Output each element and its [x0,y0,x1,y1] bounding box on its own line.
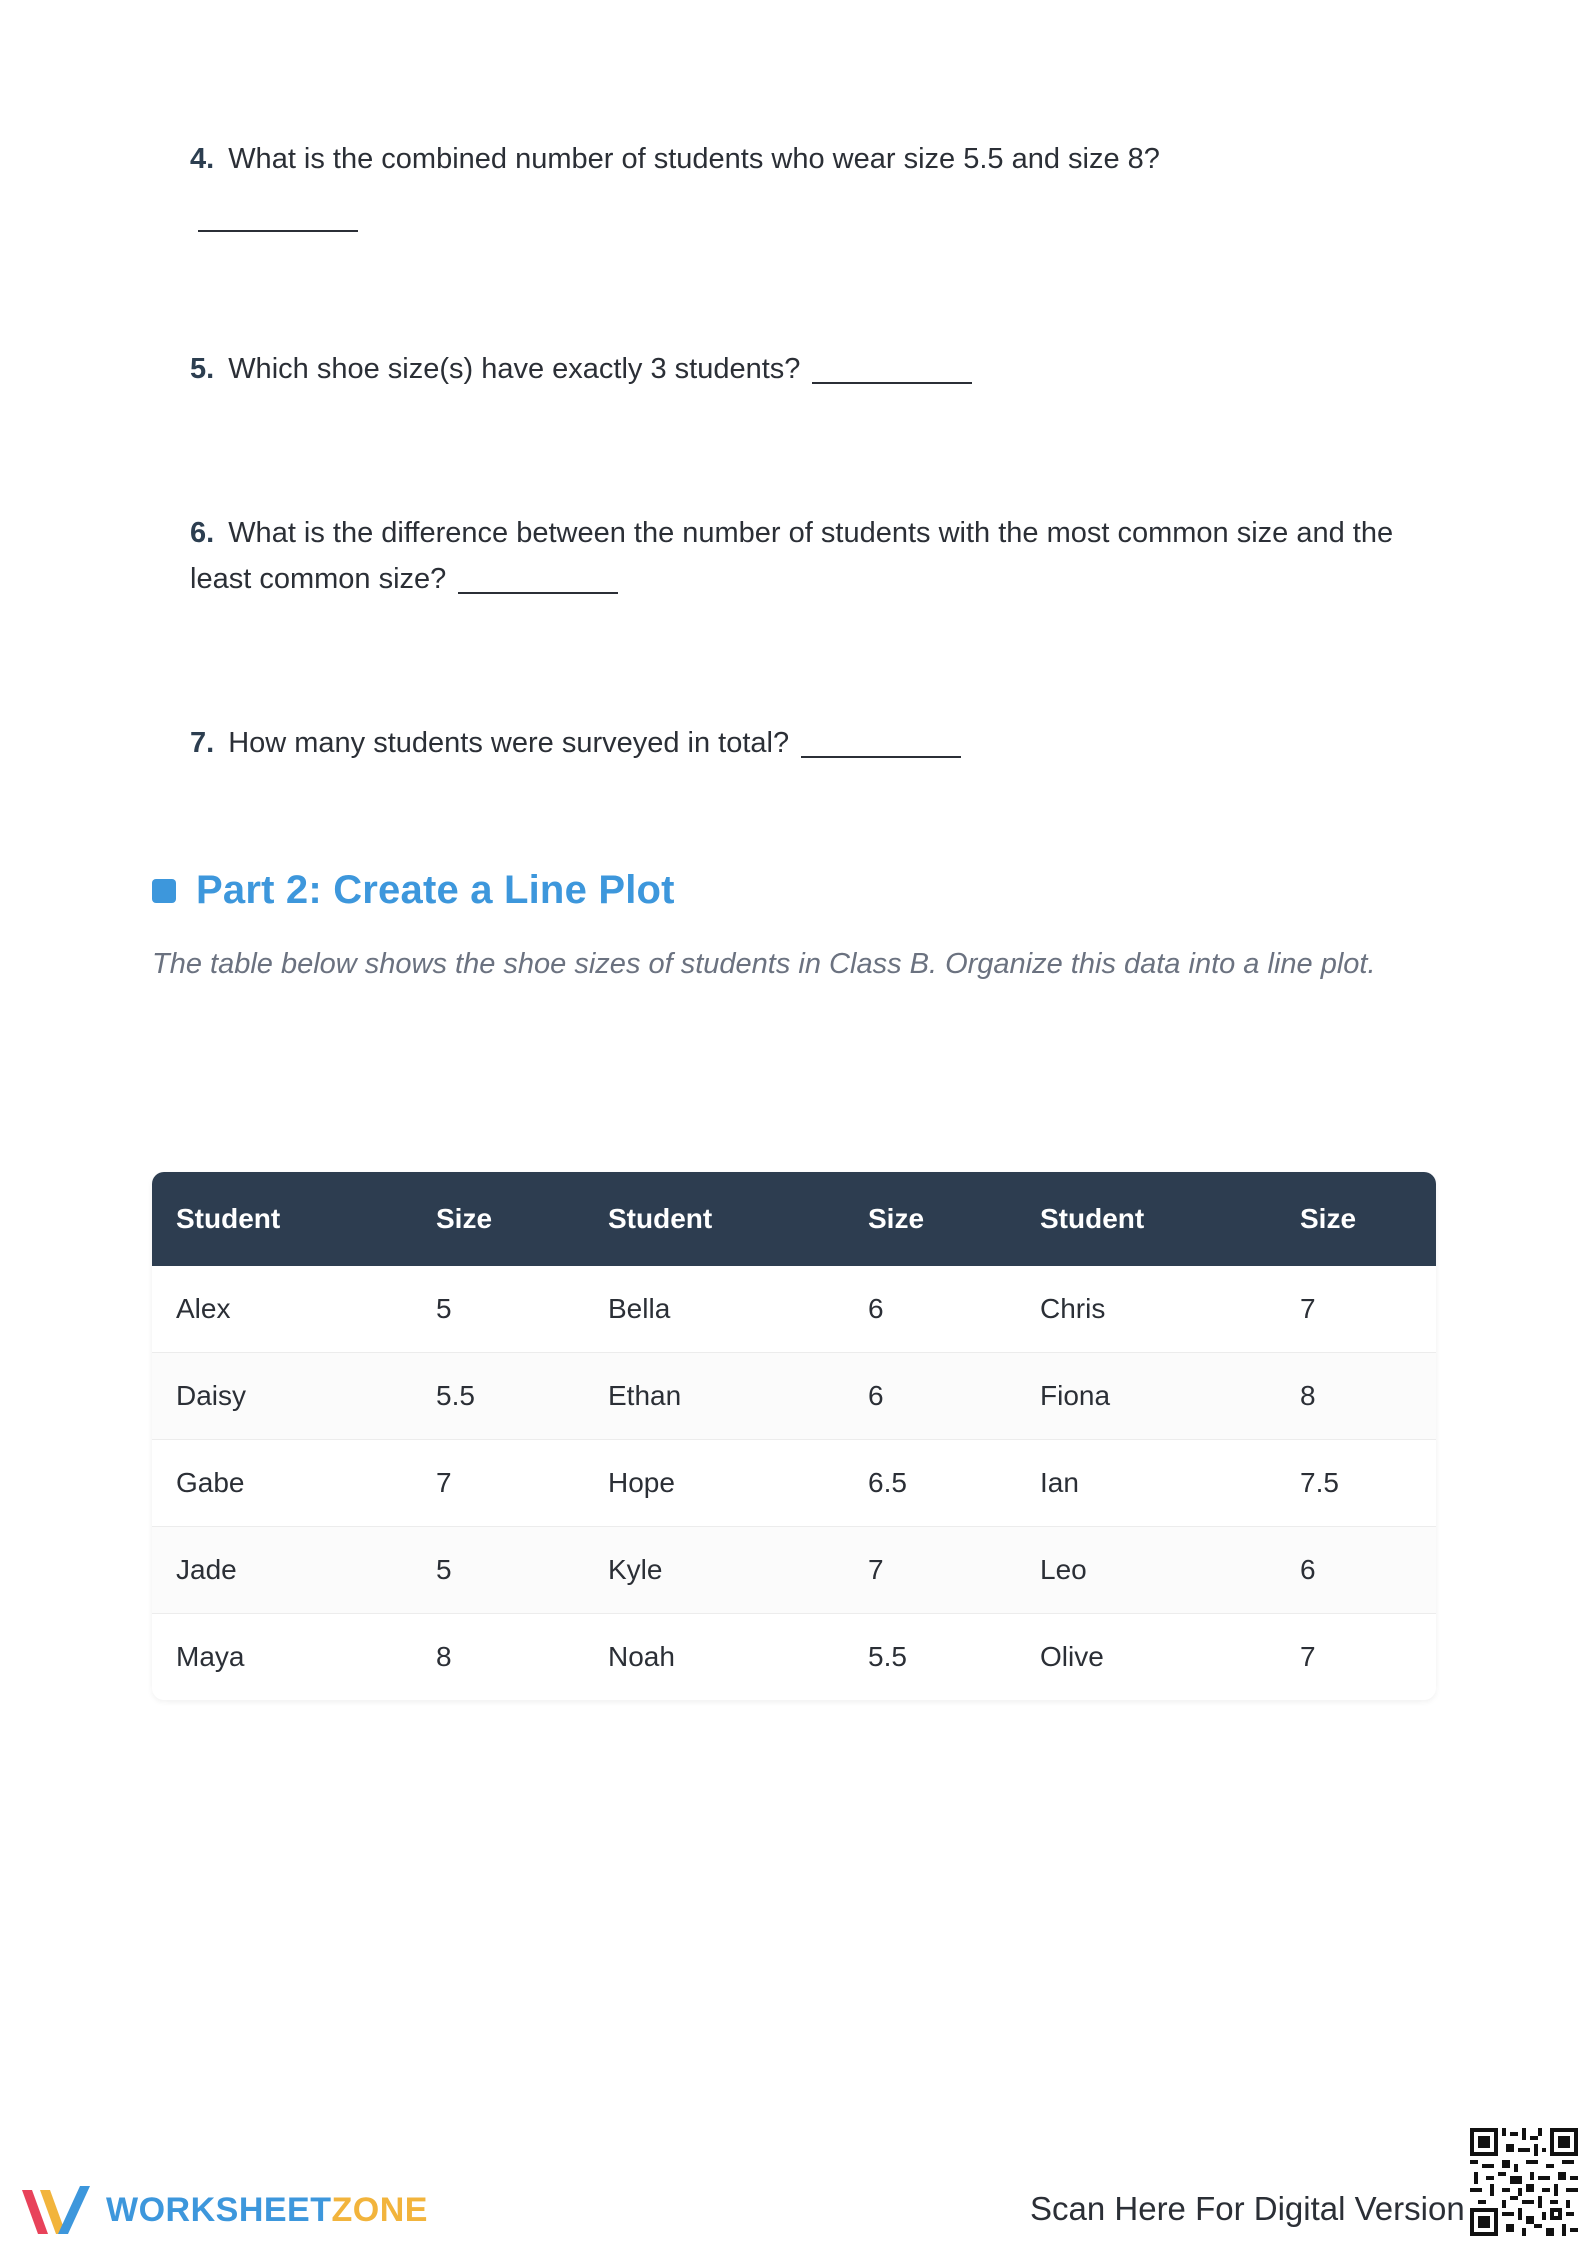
table-cell: 7.5 [1276,1440,1436,1527]
table-cell: Hope [584,1440,844,1527]
table-row [152,1266,1436,1353]
answer-blank-4[interactable] [198,200,358,232]
table-cell: Daisy [152,1353,412,1440]
question-5 [190,346,1410,392]
table-cell: 5 [412,1527,584,1614]
table-cell: Fiona [1016,1353,1276,1440]
table-cell: Ethan [584,1353,844,1440]
question-text: What is the combined number of students who wear size 5.5 and size 8? [228,143,1160,175]
question-7 [190,720,1410,766]
table-cell: 8 [436,1641,452,1672]
brand-logo[interactable] [18,2180,428,2240]
table-header-row [152,1172,1436,1266]
table-cell: 7 [844,1527,1016,1614]
table-cell: Kyle [584,1527,844,1614]
section-instructions: The table below shows the shoe sizes of students in Class B. Organize this data into a line plot. [152,948,1376,980]
question-text: How many students were surveyed in total? [228,727,790,759]
table-cell: Leo [1016,1527,1276,1614]
question-number: 5. [190,353,215,385]
qr-code-icon[interactable] [1470,2128,1578,2236]
column-header: Size [1300,1203,1357,1234]
table-cell: 8 [1276,1353,1436,1440]
column-header: Size [868,1203,925,1234]
column-header: Size [436,1203,493,1234]
brand-name-part2: ZONE [331,2190,428,2229]
answer-blank-5[interactable] [812,352,972,384]
question-number: 6. [190,517,215,549]
column-header: Student [608,1203,713,1234]
table-row [152,1440,1436,1527]
table-cell: Bella [584,1266,844,1353]
column-header: Student [176,1203,281,1234]
shoe-size-table [152,1172,1436,1700]
brand-name [106,2191,428,2230]
worksheetzone-logo-icon [18,2180,94,2240]
column-header: Student [1040,1203,1145,1234]
question-text: What is the difference between the number of students with the most common size and the least common size? [190,517,1394,595]
table-cell: Ian [1016,1440,1276,1527]
table-cell: Chris [1016,1266,1276,1353]
question-4 [190,136,1410,182]
table-cell: Alex [152,1266,412,1353]
table-cell: 5.5 [412,1353,584,1440]
question-text: Which shoe size(s) have exactly 3 students? [228,353,801,385]
table-row [152,1614,1436,1701]
table-row [152,1353,1436,1440]
table-cell: 6 [844,1266,1016,1353]
table-cell: Noah [608,1641,675,1672]
table-cell: 6 [844,1353,1016,1440]
table-cell: 5.5 [868,1641,907,1672]
question-number: 4. [190,143,215,175]
section-heading [152,868,675,913]
table-cell: 6.5 [844,1440,1016,1527]
table-cell: Olive [1040,1641,1104,1672]
table-cell: 6 [1276,1527,1436,1614]
answer-blank-7[interactable] [801,726,961,758]
table-cell: Jade [152,1527,412,1614]
table-cell: Gabe [152,1440,412,1527]
table-row [152,1527,1436,1614]
question-6 [190,510,1410,602]
table-cell: 7 [412,1440,584,1527]
scan-caption: Scan Here For Digital Version [1030,2190,1465,2227]
section-bullet-icon [152,879,176,903]
answer-blank-6[interactable] [458,562,618,594]
table-cell: 7 [1300,1641,1316,1672]
table-cell: 7 [1276,1266,1436,1353]
table-cell: 5 [412,1266,584,1353]
section-title: Part 2: Create a Line Plot [196,868,675,912]
question-number: 7. [190,727,215,759]
table-cell: Maya [176,1641,245,1672]
brand-name-part1: WORKSHEET [106,2190,332,2229]
